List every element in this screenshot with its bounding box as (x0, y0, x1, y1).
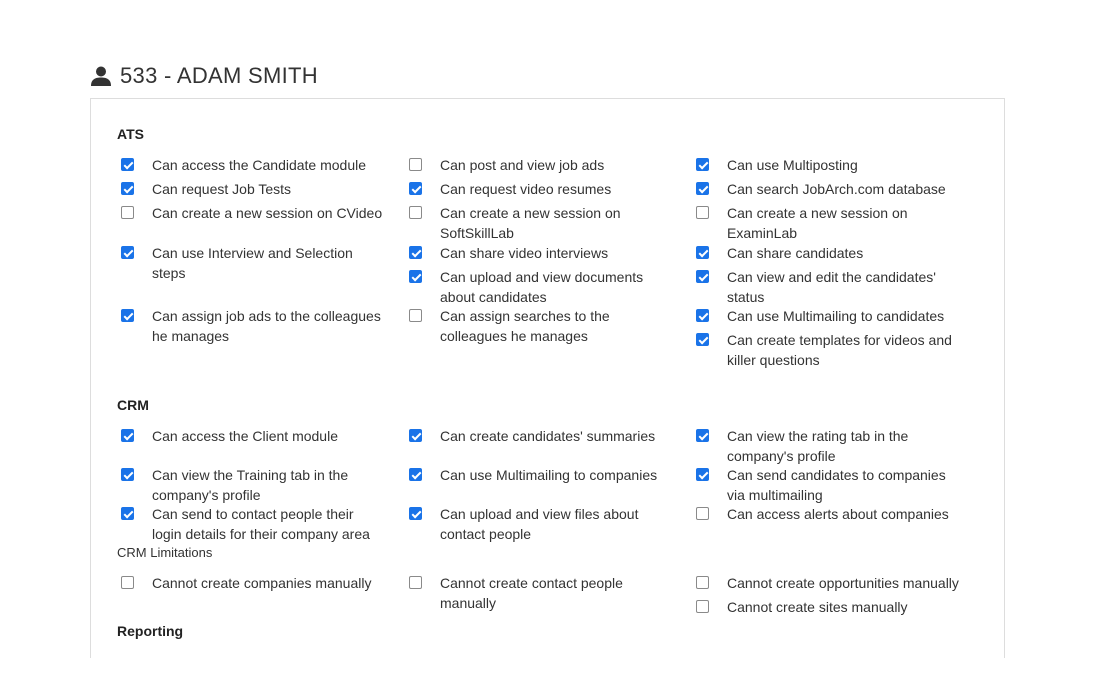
permission-checkbox[interactable] (696, 507, 709, 520)
permission-checkbox[interactable] (121, 246, 134, 259)
permission-checkbox[interactable] (409, 468, 422, 481)
permission-checkbox[interactable] (121, 429, 134, 442)
permission-label: Cannot create contact people manually (440, 575, 623, 611)
permission-label: Can request Job Tests (152, 181, 292, 197)
permission-label: Can use Interview and Selection steps (152, 245, 353, 281)
permission-checkbox[interactable] (696, 158, 709, 171)
permission-label: Can create a new session on SoftSkillLab (440, 205, 621, 241)
permission-label: Can use Multimailing to companies (440, 467, 658, 483)
permission-checkbox[interactable] (696, 182, 709, 195)
permission-label: Can assign searches to the colleagues he manages (440, 308, 610, 344)
permission-label: Can share candidates (727, 245, 864, 261)
permission-checkbox[interactable] (409, 309, 422, 322)
permission-label: Can send candidates to companies via multimailing (727, 467, 946, 503)
permission-checkbox[interactable] (409, 429, 422, 442)
permission-checkbox[interactable] (409, 158, 422, 171)
crm-limitations-title: CRM Limitations (117, 545, 213, 560)
permission-checkbox[interactable] (121, 309, 134, 322)
permission-checkbox[interactable] (696, 246, 709, 259)
permission-label: Can send to contact people their login details for their company area (152, 506, 370, 542)
permission-checkbox[interactable] (409, 182, 422, 195)
permission-label: Cannot create companies manually (152, 575, 372, 591)
permission-checkbox[interactable] (696, 576, 709, 589)
user-icon (90, 65, 112, 87)
permission-checkbox[interactable] (409, 507, 422, 520)
permission-checkbox[interactable] (696, 429, 709, 442)
permission-checkbox[interactable] (121, 576, 134, 589)
section-title-reporting: Reporting (117, 623, 184, 639)
permission-label: Can upload and view files about contact people (440, 506, 639, 542)
permission-checkbox[interactable] (696, 270, 709, 283)
page-header (90, 60, 318, 92)
permission-label: Can view the Training tab in the company's profile (152, 467, 349, 503)
permissions-panel (90, 98, 1005, 658)
permission-label: Can post and view job ads (440, 157, 605, 173)
permission-label: Can use Multimailing to candidates (727, 308, 945, 324)
permission-label: Can create a new session on ExaminLab (727, 205, 908, 241)
permission-label: Can search JobArch.com database (727, 181, 946, 197)
permission-checkbox[interactable] (409, 246, 422, 259)
permission-label: Can access the Client module (152, 428, 338, 444)
permission-checkbox[interactable] (409, 576, 422, 589)
permission-label: Can request video resumes (440, 181, 612, 197)
permission-label: Can view and edit the candidates' status (727, 269, 936, 305)
page-title: 533 - ADAM SMITH (120, 63, 318, 88)
permission-label: Can share video interviews (440, 245, 609, 261)
permission-label: Can access alerts about companies (727, 506, 949, 522)
section-title-crm: CRM (117, 397, 149, 413)
permission-checkbox[interactable] (409, 206, 422, 219)
permission-checkbox[interactable] (409, 270, 422, 283)
permission-checkbox[interactable] (121, 507, 134, 520)
permission-label: Cannot create opportunities manually (727, 575, 959, 591)
permission-label: Can create a new session on CVideo (152, 205, 383, 221)
permission-label: Can upload and view documents about candidates (440, 269, 644, 305)
permission-checkbox[interactable] (696, 600, 709, 613)
section-title-ats: ATS (117, 126, 144, 142)
permission-label: Cannot create sites manually (727, 599, 908, 615)
permission-checkbox[interactable] (696, 206, 709, 219)
permission-label: Can create templates for videos and killer questions (727, 332, 952, 368)
permission-label: Can access the Candidate module (152, 157, 367, 173)
permission-checkbox[interactable] (696, 468, 709, 481)
permission-checkbox[interactable] (121, 158, 134, 171)
permission-checkbox[interactable] (696, 333, 709, 346)
permission-label: Can create candidates' summaries (440, 428, 656, 444)
permission-label: Can assign job ads to the colleagues he manages (152, 308, 381, 344)
permission-checkbox[interactable] (696, 309, 709, 322)
permission-label: Can view the rating tab in the company's profile (727, 428, 909, 464)
permission-checkbox[interactable] (121, 206, 134, 219)
permission-label: Can use Multiposting (727, 157, 858, 173)
permission-checkbox[interactable] (121, 468, 134, 481)
permission-checkbox[interactable] (121, 182, 134, 195)
